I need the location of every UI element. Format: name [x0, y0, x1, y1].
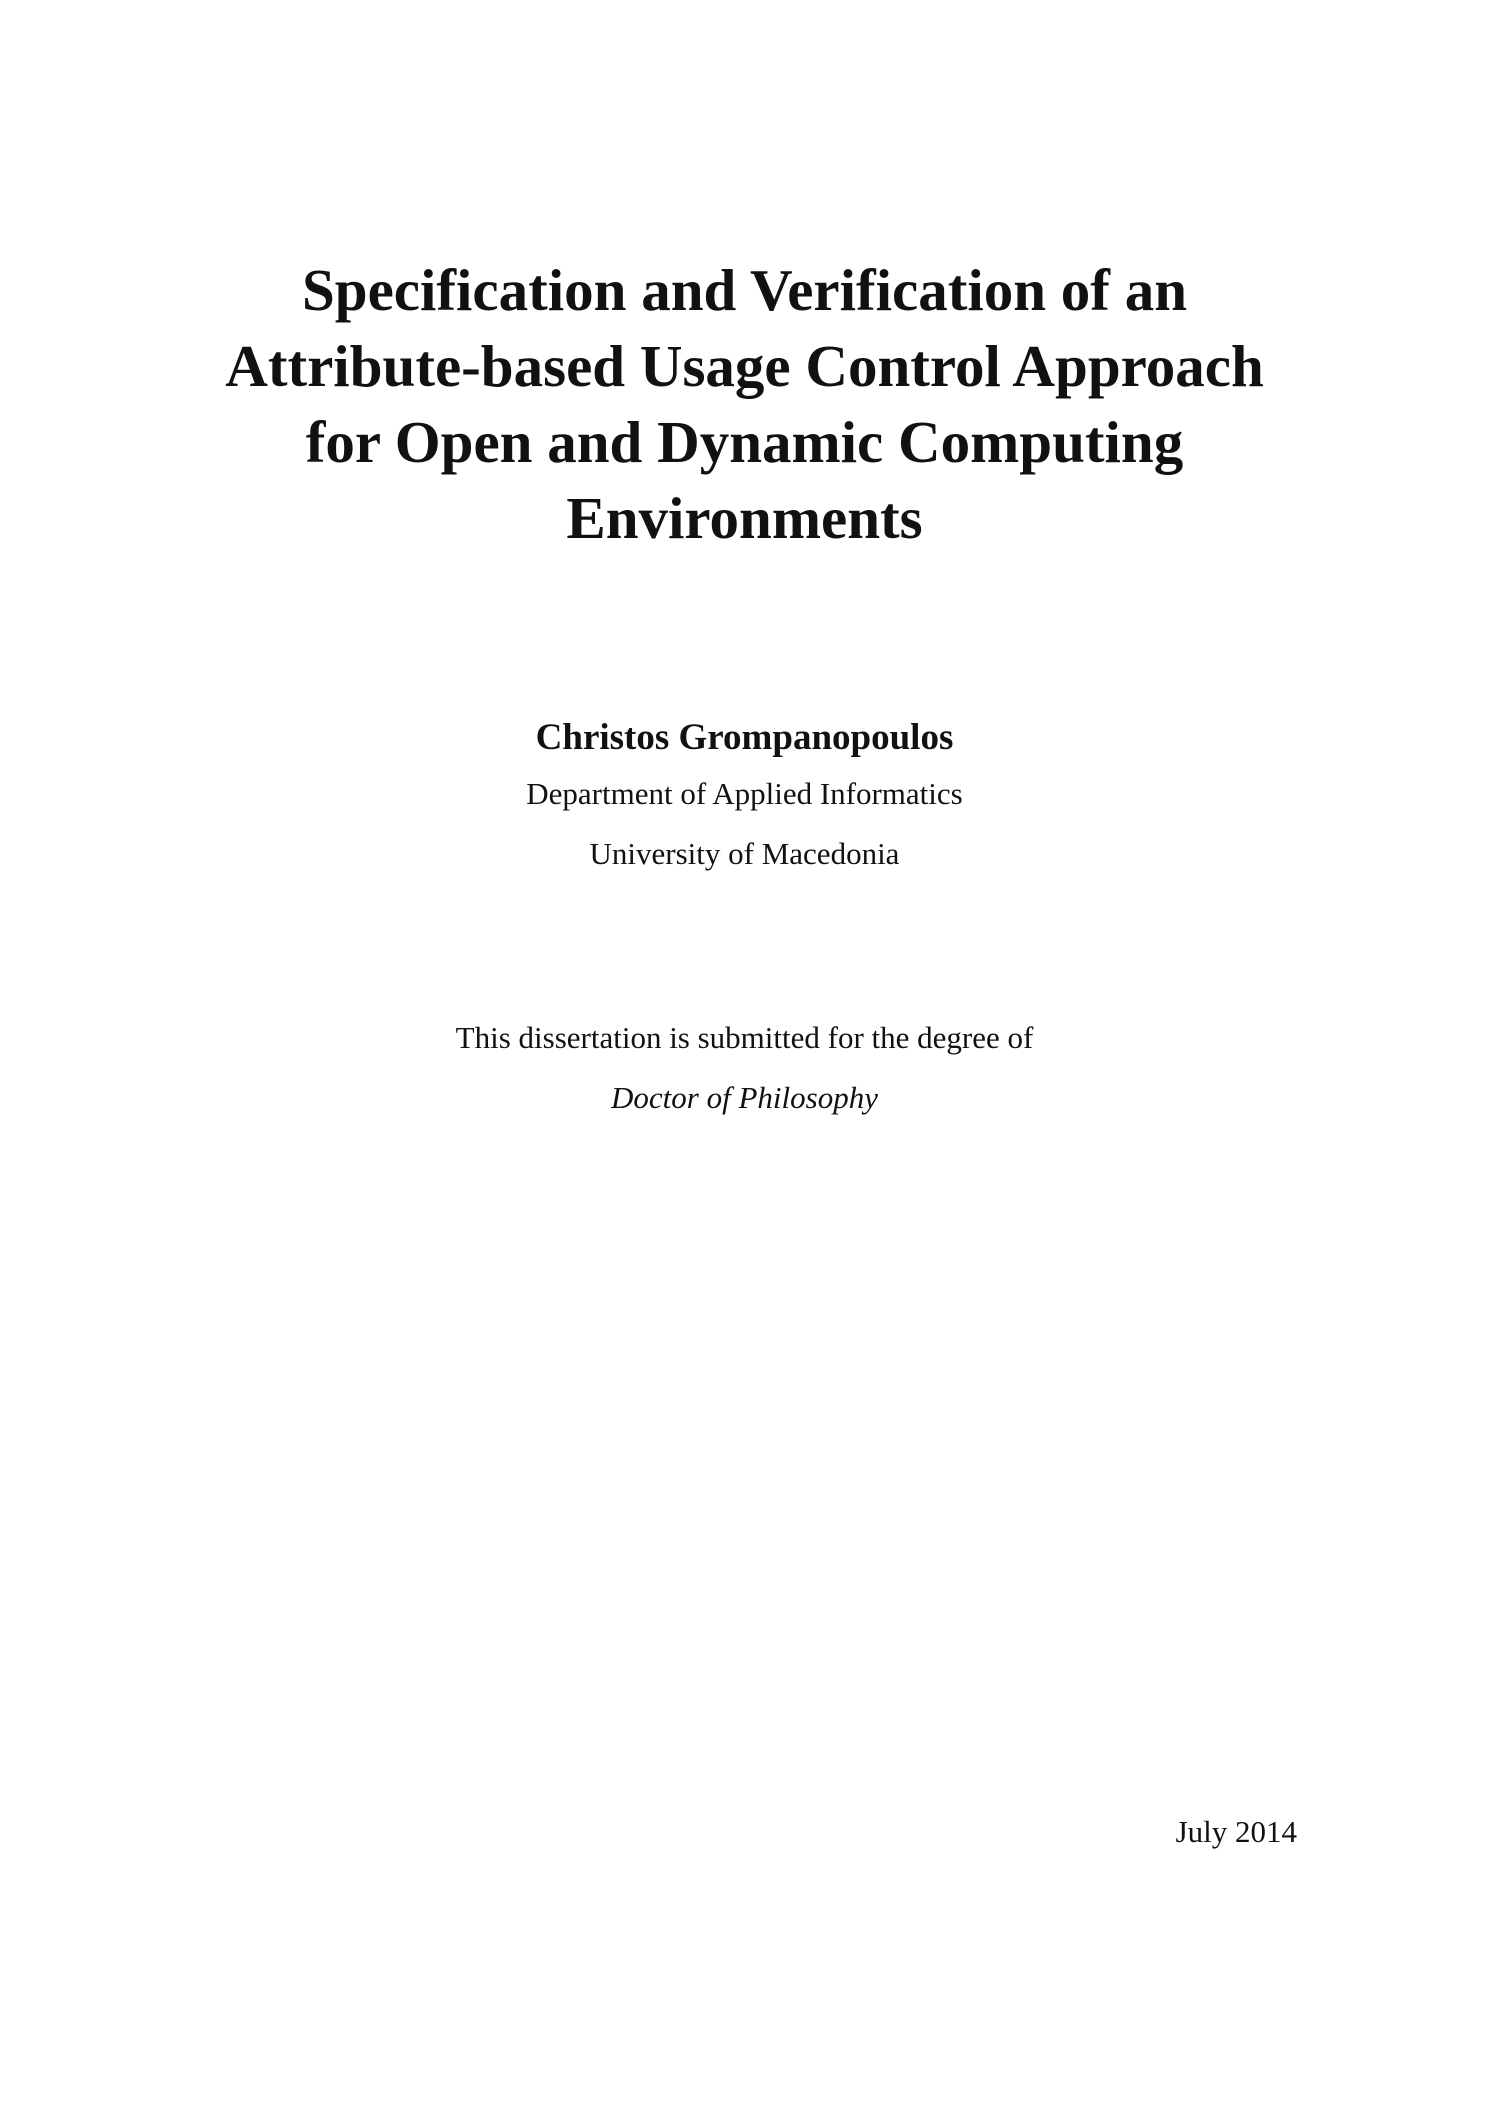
university: University of Macedonia: [589, 836, 900, 871]
degree-statement: This dissertation is submitted for the degree of: [455, 1020, 1034, 1055]
author-block: [120, 712, 1369, 884]
author-name: Christos Grompanopoulos: [535, 717, 954, 758]
submission-date: July 2014: [1175, 1814, 1297, 1849]
dissertation-title: [120, 252, 1369, 556]
title-line: for Open and Dynamic Computing: [305, 409, 1184, 475]
title-line: Environments: [566, 485, 923, 551]
title-line: Attribute-based Usage Control Approach: [225, 333, 1264, 399]
degree-block: [120, 1008, 1369, 1128]
department: Department of Applied Informatics: [526, 776, 963, 811]
degree-name: Doctor of Philosophy: [611, 1080, 878, 1115]
title-line: Specification and Verification of an: [301, 257, 1188, 323]
